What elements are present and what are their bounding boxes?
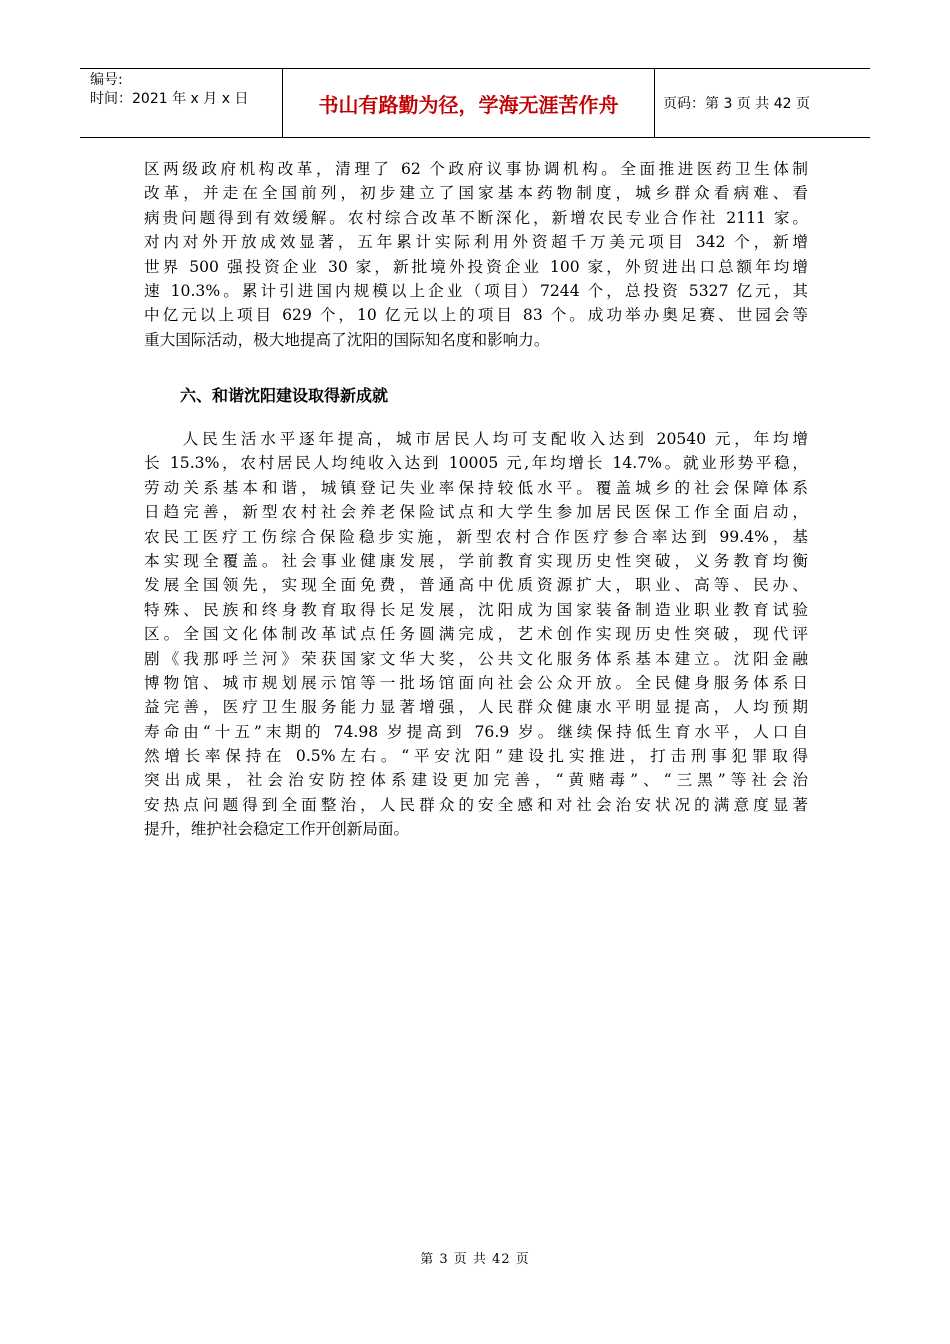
page-footer: 第 3 页 共 42 页 — [420, 1252, 530, 1267]
paragraph-1 — [144, 157, 808, 352]
text-line: 改革，并走在全国前列，初步建立了国家基本药物制度，城乡群众看病难、看 — [144, 184, 808, 203]
text-line: 农民工医疗工伤综合保险稳步实施，新型农村合作医疗参合率达到 99.4%，基 — [144, 527, 808, 546]
text-line: 突出成果，社会治安防控体系建设更加完善，“黄赌毒”、“三黑”等社会治 — [144, 771, 808, 790]
text-line: 速 10.3%。累计引进国内规模以上企业（项目）7244 个，总投资 5327 亿元，其 — [144, 281, 808, 300]
text-line: 中亿元以上项目 629 个，10 亿元以上的项目 83 个。成功举办奥足赛、世园会等 — [144, 306, 808, 325]
code-label: 编号: — [90, 72, 123, 88]
text-line: 然增长率保持在 0.5%左右。“平安沈阳”建设扎实推进，打击刑事犯罪取得 — [144, 747, 808, 766]
text-line: 博物馆、城市规划展示馆等一批场馆面向社会公众开放。全民健身服务体系日 — [144, 673, 808, 692]
text-line: 病贵问题得到有效缓解。农村综合改革不断深化，新增农民专业合作社 2111 家。 — [144, 208, 808, 227]
text-line: 长 15.3%，农村居民人均纯收入达到 10005 元,年均增长 14.7%。就业形势平稳， — [144, 454, 808, 473]
text-line: 寿命由“十五”末期的 74.98 岁提高到 76.9 岁。继续保持低生育水平，人口自 — [144, 722, 808, 741]
text-line: 益完善，医疗卫生服务能力显著增强，人民群众健康水平明显提高，人均预期 — [144, 698, 808, 717]
text-line: 剧《我那呼兰河》荣获国家文华大奖，公共文化服务体系基本建立。沈阳金融 — [144, 649, 808, 668]
text-line: 提升，维护社会稳定工作开创新局面。 — [144, 820, 410, 839]
text-line: 世界 500 强投资企业 30 家，新批境外投资企业 100 家，外贸进出口总额年均增 — [144, 257, 808, 276]
text-line: 安热点问题得到全面整治，人民群众的安全感和对社会治安状况的满意度显著 — [144, 795, 808, 814]
text-line: 重大国际活动，极大地提高了沈阳的国际知名度和影响力。 — [144, 330, 550, 349]
date-label: 时间：2021 年 x 月 x 日 — [90, 91, 249, 107]
text-line: 人民生活水平逐年提高，城市居民人均可支配收入达到 20540 元，年均增 — [144, 430, 808, 448]
text-line: 特殊、民族和终身教育取得长足发展，沈阳成为国家装备制造业职业教育试验 — [144, 600, 808, 619]
text-line: 日趋完善，新型农村社会养老保险试点和大学生参加居民医保工作全面启动， — [144, 503, 808, 522]
header-page-number: 页码：第 3 页 共 42 页 — [663, 96, 810, 112]
text-line: 劳动关系基本和谐，城镇登记失业率保持较低水平。覆盖城乡的社会保障体系 — [144, 478, 808, 497]
header-motto: 书山有路勤为径，学海无涯苦作舟 — [283, 69, 655, 137]
text-line: 本实现全覆盖。社会事业健康发展，学前教育实现历史性突破，义务教育均衡 — [144, 551, 808, 570]
header-meta — [80, 69, 283, 137]
text-line: 区两级政府机构改革，清理了 62 个政府议事协调机构。全面推进医药卫生体制 — [144, 160, 808, 178]
text-line: 区。全国文化体制改革试点任务圆满完成，艺术创作实现历史性突破，现代评 — [144, 625, 808, 644]
text-line: 发展全国领先，实现全面免费，普通高中优质资源扩大，职业、高等、民办、 — [144, 576, 808, 595]
page-header — [80, 68, 870, 138]
section-heading: 六、和谐沈阳建设取得新成就 — [180, 386, 389, 405]
paragraph-2 — [144, 427, 808, 842]
text-line: 对内对外开放成效显著，五年累计实际利用外资超千万美元项目 342 个，新增 — [144, 233, 808, 252]
